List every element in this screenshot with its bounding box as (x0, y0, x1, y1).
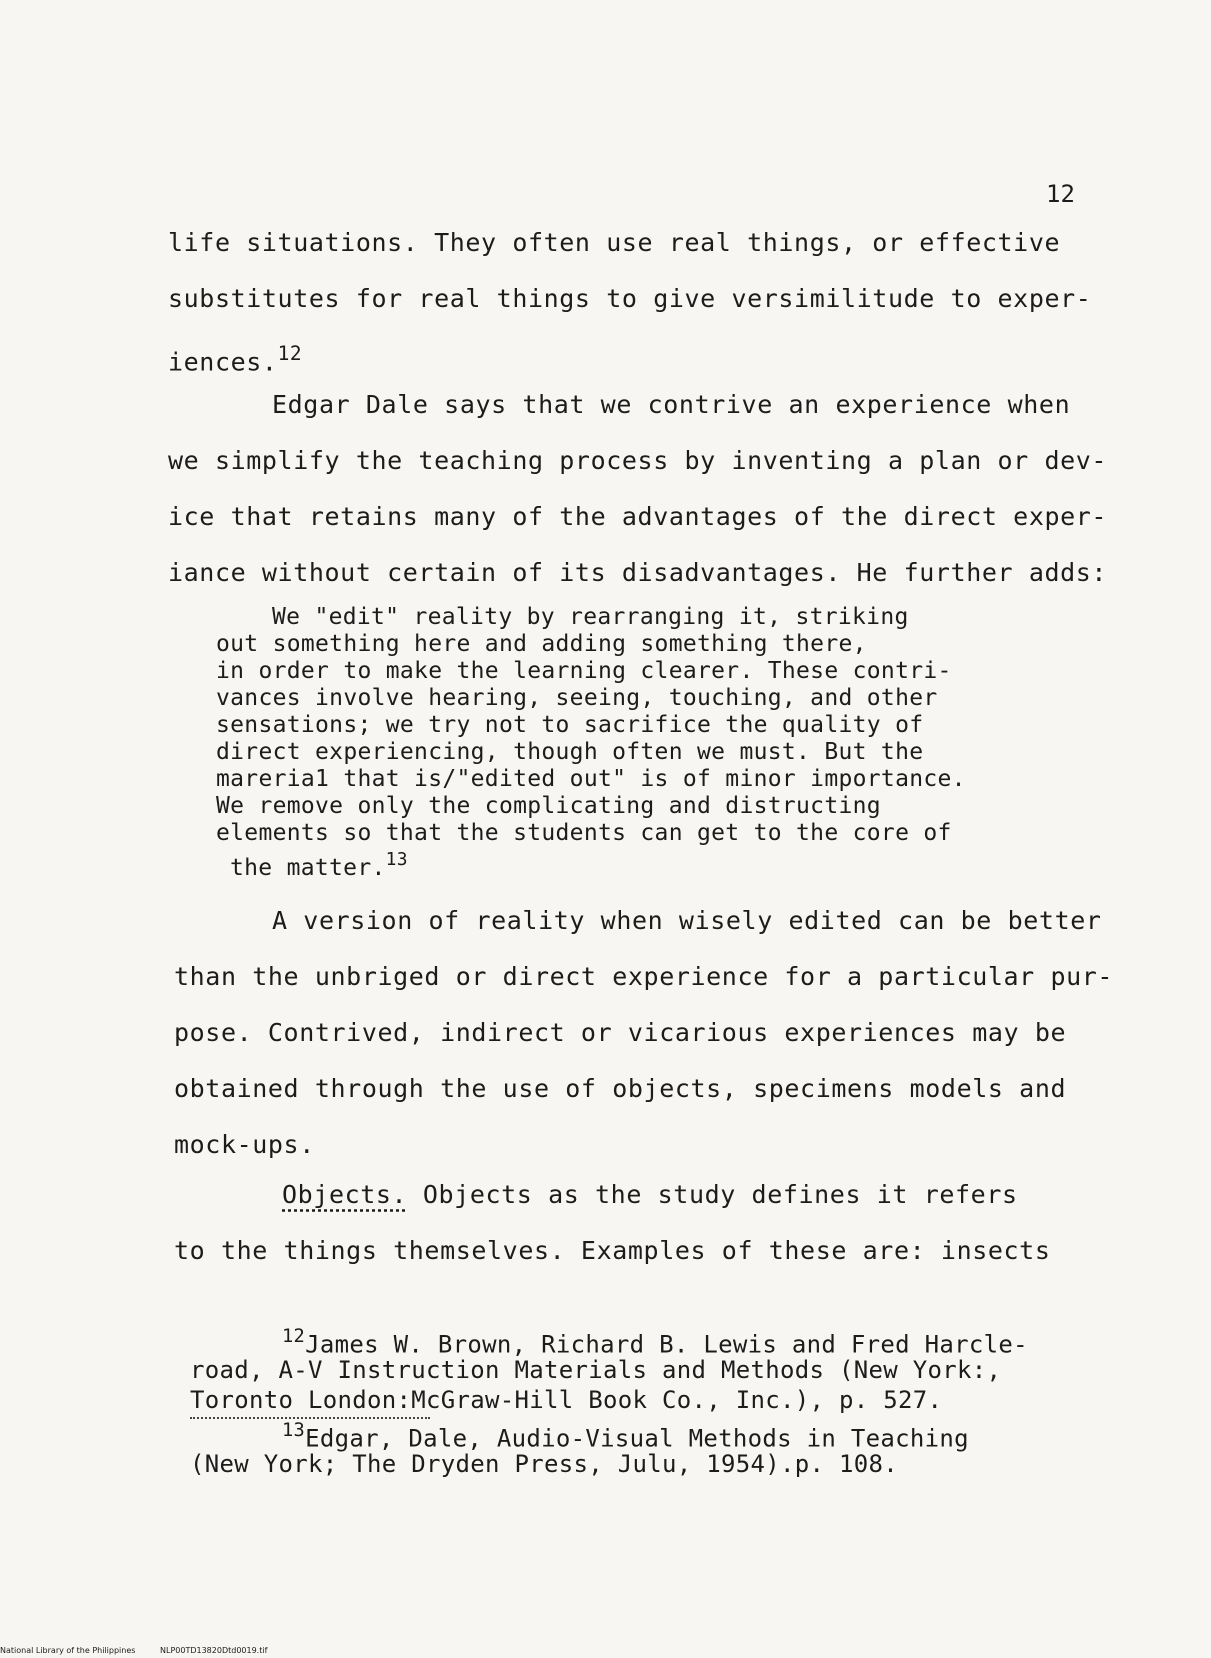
body-text: iences. (168, 347, 278, 377)
body-line (282, 1180, 1018, 1209)
body-line: life situations. They often use real things, or effective (168, 228, 1061, 257)
body-line: obtained through the use of objects, specimens models and (174, 1074, 1067, 1103)
body-line: we simplify the teaching process by inventing a plan or dev- (168, 446, 1108, 475)
body-line: than the unbriged or direct experience for a particular pur- (174, 962, 1114, 991)
section-heading: Objects. (282, 1180, 408, 1209)
footnote-line: Toronto London:McGraw-Hill Book Co., Inc.), p. 527. (190, 1386, 943, 1414)
archive-label: National Library of the Philippines (0, 1646, 136, 1655)
quote-line: We "edit" reality by rearranging it, striking (272, 604, 909, 630)
footnote-line (282, 1326, 1028, 1358)
quote-line (230, 849, 408, 881)
footnote-ref: 12 (277, 342, 303, 365)
quote-line: direct experiencing, though often we must. But the (216, 739, 924, 765)
quote-line: sensations; we try not to sacrifice the quality of (216, 712, 924, 738)
quote-line: We remove only the complicating and distructing (216, 793, 881, 819)
footnote-line (282, 1420, 969, 1452)
quote-text: the matter. (230, 854, 386, 881)
footnote-text: Edgar, Dale, Audio-Visual Methods in Teaching (305, 1424, 969, 1453)
quote-line: elements so that the students can get to the core of (216, 820, 952, 846)
body-line: substitutes for real things to give versimilitude to exper- (168, 284, 1092, 313)
quote-line: vances involve hearing, seeing, touching, and other (216, 685, 938, 711)
footnote-divider (190, 1417, 430, 1419)
footnote-line: road, A-V Instruction Materials and Methods (New York:, (190, 1356, 1002, 1384)
quote-line: in order to make the learning clearer. These contri- (216, 658, 952, 684)
quote-line: mareria1 that is/"edited out" is of minor importance. (216, 766, 966, 792)
body-line: iance without certain of its disadvantages. He further adds: (168, 558, 1108, 587)
body-line: mock-ups. (174, 1130, 315, 1159)
body-line: to the things themselves. Examples of these are: insects (174, 1236, 1051, 1265)
footnote-line: (New York; The Dryden Press, Julu, 1954).p. 108. (190, 1450, 898, 1478)
body-line (168, 342, 302, 377)
page-number: 12 (1046, 180, 1075, 208)
footnote-ref: 13 (282, 1420, 306, 1441)
footnote-text: James W. Brown, Richard B. Lewis and Fred Harcle- (305, 1330, 1028, 1359)
footnote-ref: 12 (282, 1326, 306, 1347)
file-name: NLP00TD13820Dtd0019.tif (160, 1646, 268, 1655)
body-text: Objects as the study defines it refers (407, 1180, 1018, 1209)
footnote-ref: 13 (385, 849, 408, 870)
body-line: ice that retains many of the advantages of the direct exper- (168, 502, 1108, 531)
body-line: pose. Contrived, indirect or vicarious experiences may be (174, 1018, 1067, 1047)
quote-line: out something here and adding something there, (216, 631, 867, 657)
body-line: Edgar Dale says that we contrive an experience when (272, 390, 1071, 419)
body-line: A version of reality when wisely edited can be better (272, 906, 1102, 935)
